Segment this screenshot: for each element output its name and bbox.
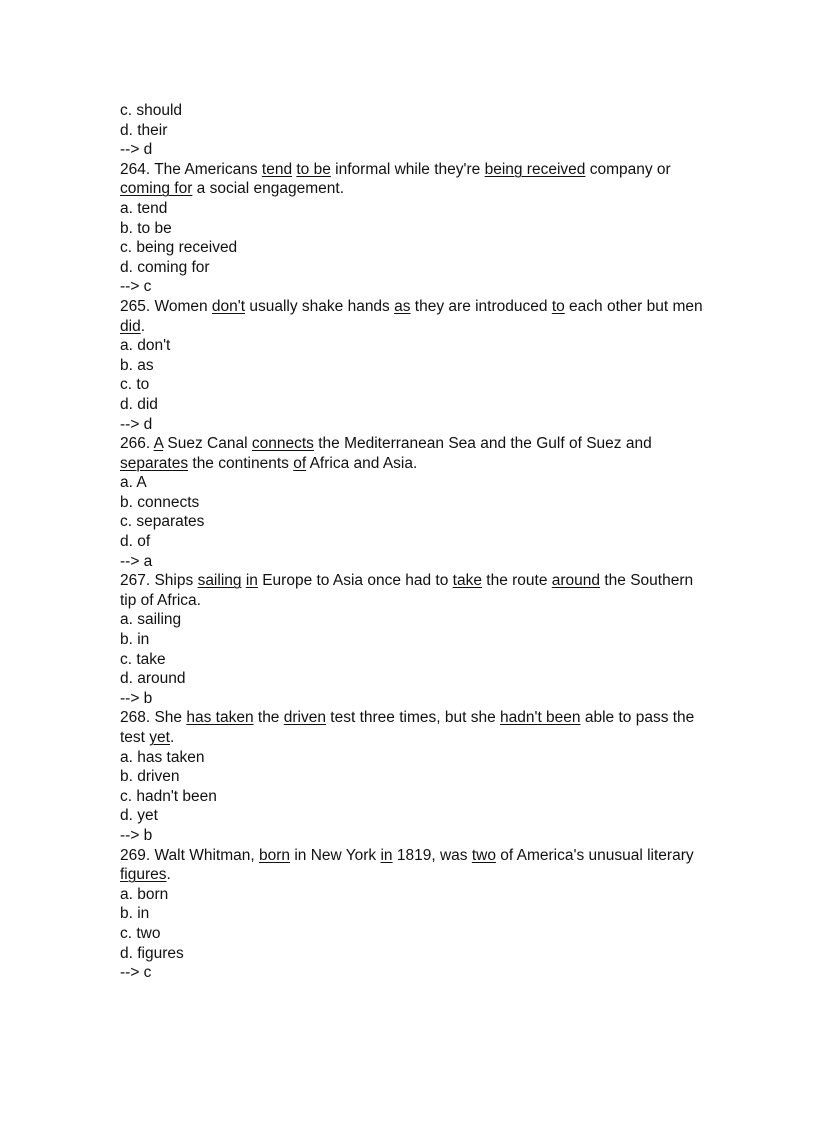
option-line: c. separates — [120, 513, 205, 531]
question-text-segment: 264. The Americans — [120, 160, 262, 178]
option-line: c. should — [120, 102, 183, 119]
question-text-segment: company or — [585, 160, 671, 178]
question-text-segment: test three times, but she — [325, 709, 500, 727]
question-text-segment: 269. Walt Whitman, — [120, 846, 259, 864]
option-line: b. connects — [120, 493, 200, 511]
option-line: c. to — [120, 376, 150, 394]
underlined-word: figures — [120, 866, 167, 884]
question-text-segment: a social engagement. — [192, 180, 345, 198]
question-text — [120, 160, 705, 199]
answer-line: --> b — [120, 689, 153, 707]
question-text-segment: 265. Women — [120, 297, 212, 315]
question-text-segment: the continents — [188, 454, 294, 472]
underlined-word: sailing — [197, 572, 242, 590]
question-block — [120, 571, 720, 708]
option-line: d. figures — [120, 944, 184, 962]
option-line: b. in — [120, 905, 150, 923]
option-line: d. coming for — [120, 258, 210, 276]
question-text-segment: the — [253, 709, 284, 727]
question-text-segment: Suez Canal — [163, 435, 252, 453]
underlined-word: A — [153, 435, 164, 453]
question-text-segment: 268. She — [120, 709, 187, 727]
question-text-segment: . — [140, 317, 145, 335]
question-list — [120, 160, 720, 983]
question-text — [120, 846, 705, 885]
option-line: c. take — [120, 650, 166, 668]
question-text-segment: the Mediterranean Sea and the Gulf of Suez and — [313, 435, 652, 453]
option-line: a. don't — [120, 337, 171, 355]
question-text — [120, 297, 705, 336]
question-text-segment: they are introduced — [410, 297, 552, 315]
question-text-segment: the route — [481, 572, 552, 590]
question-text — [120, 434, 705, 473]
option-line: d. yet — [120, 807, 158, 825]
underlined-word: separates — [120, 454, 189, 472]
option-line: c. being received — [120, 239, 238, 257]
underlined-word: has taken — [186, 709, 254, 727]
question-text-segment: of America's unusual literary — [495, 846, 694, 864]
option-line: a. born — [120, 885, 169, 903]
underlined-word: born — [258, 846, 291, 864]
option-line: c. two — [120, 924, 161, 942]
question-text-segment: 267. Ships — [120, 572, 198, 590]
question-block — [120, 708, 720, 845]
option-line: d. their — [120, 121, 168, 139]
question-text-segment: 266. — [120, 435, 154, 453]
option-line: b. as — [120, 356, 154, 374]
option-line: d. of — [120, 533, 151, 551]
question-text-segment: usually shake hands — [245, 297, 395, 315]
question-text — [120, 708, 705, 747]
option-line: d. did — [120, 395, 158, 413]
option-line: b. to be — [120, 219, 172, 237]
question-text-segment: 1819, was — [392, 846, 472, 864]
option-line: b. driven — [120, 768, 180, 786]
question-text-segment: Europe to Asia once had to — [257, 572, 453, 590]
option-line: a. tend — [120, 199, 168, 217]
question-text-segment: in New York — [290, 846, 381, 864]
option-line: b. in — [120, 631, 150, 649]
answer-line: --> c — [120, 278, 152, 296]
question-block — [120, 297, 720, 434]
answer-line: --> b — [120, 826, 153, 844]
question-text-segment: . — [166, 866, 171, 884]
answer-line: --> d — [120, 141, 153, 159]
underlined-word: being received — [484, 160, 586, 178]
underlined-word: coming for — [120, 180, 193, 198]
intro-block — [120, 101, 720, 160]
answer-line: --> d — [120, 415, 153, 433]
option-line: a. A — [120, 474, 147, 492]
question-text-segment: able to pass the test — [120, 709, 695, 746]
underlined-word: in — [380, 846, 393, 864]
underlined-word: to be — [296, 160, 331, 178]
underlined-word: driven — [283, 709, 326, 727]
underlined-word: hadn't been — [500, 709, 581, 727]
underlined-word: connects — [251, 435, 314, 453]
question-block — [120, 160, 720, 297]
option-line: a. sailing — [120, 611, 182, 629]
question-block — [120, 846, 720, 983]
underlined-word: to — [551, 297, 565, 315]
question-text-segment: informal while they're — [330, 160, 485, 178]
question-text-segment: each other but men — [564, 297, 703, 315]
underlined-word: of — [293, 454, 307, 472]
option-line: c. hadn't been — [120, 787, 217, 805]
underlined-word: don't — [211, 297, 246, 315]
question-text-segment: Africa and Asia. — [306, 454, 418, 472]
question-text-segment: the Southern tip of Africa. — [120, 572, 694, 609]
question-text-segment: . — [169, 729, 175, 746]
answer-line: --> a — [120, 552, 153, 570]
question-block — [120, 434, 720, 571]
option-line: a. has taken — [120, 748, 205, 766]
underlined-word: tend — [261, 160, 293, 178]
underlined-word: around — [551, 572, 601, 590]
underlined-word: take — [452, 572, 482, 590]
underlined-word: did — [120, 317, 141, 335]
answer-line: --> c — [120, 964, 152, 982]
document-page — [120, 101, 720, 983]
underlined-word: in — [245, 572, 258, 590]
question-text — [120, 571, 705, 610]
option-line: d. around — [120, 670, 186, 688]
underlined-word: as — [394, 297, 411, 315]
underlined-word: yet — [149, 729, 170, 746]
underlined-word: two — [471, 846, 496, 864]
